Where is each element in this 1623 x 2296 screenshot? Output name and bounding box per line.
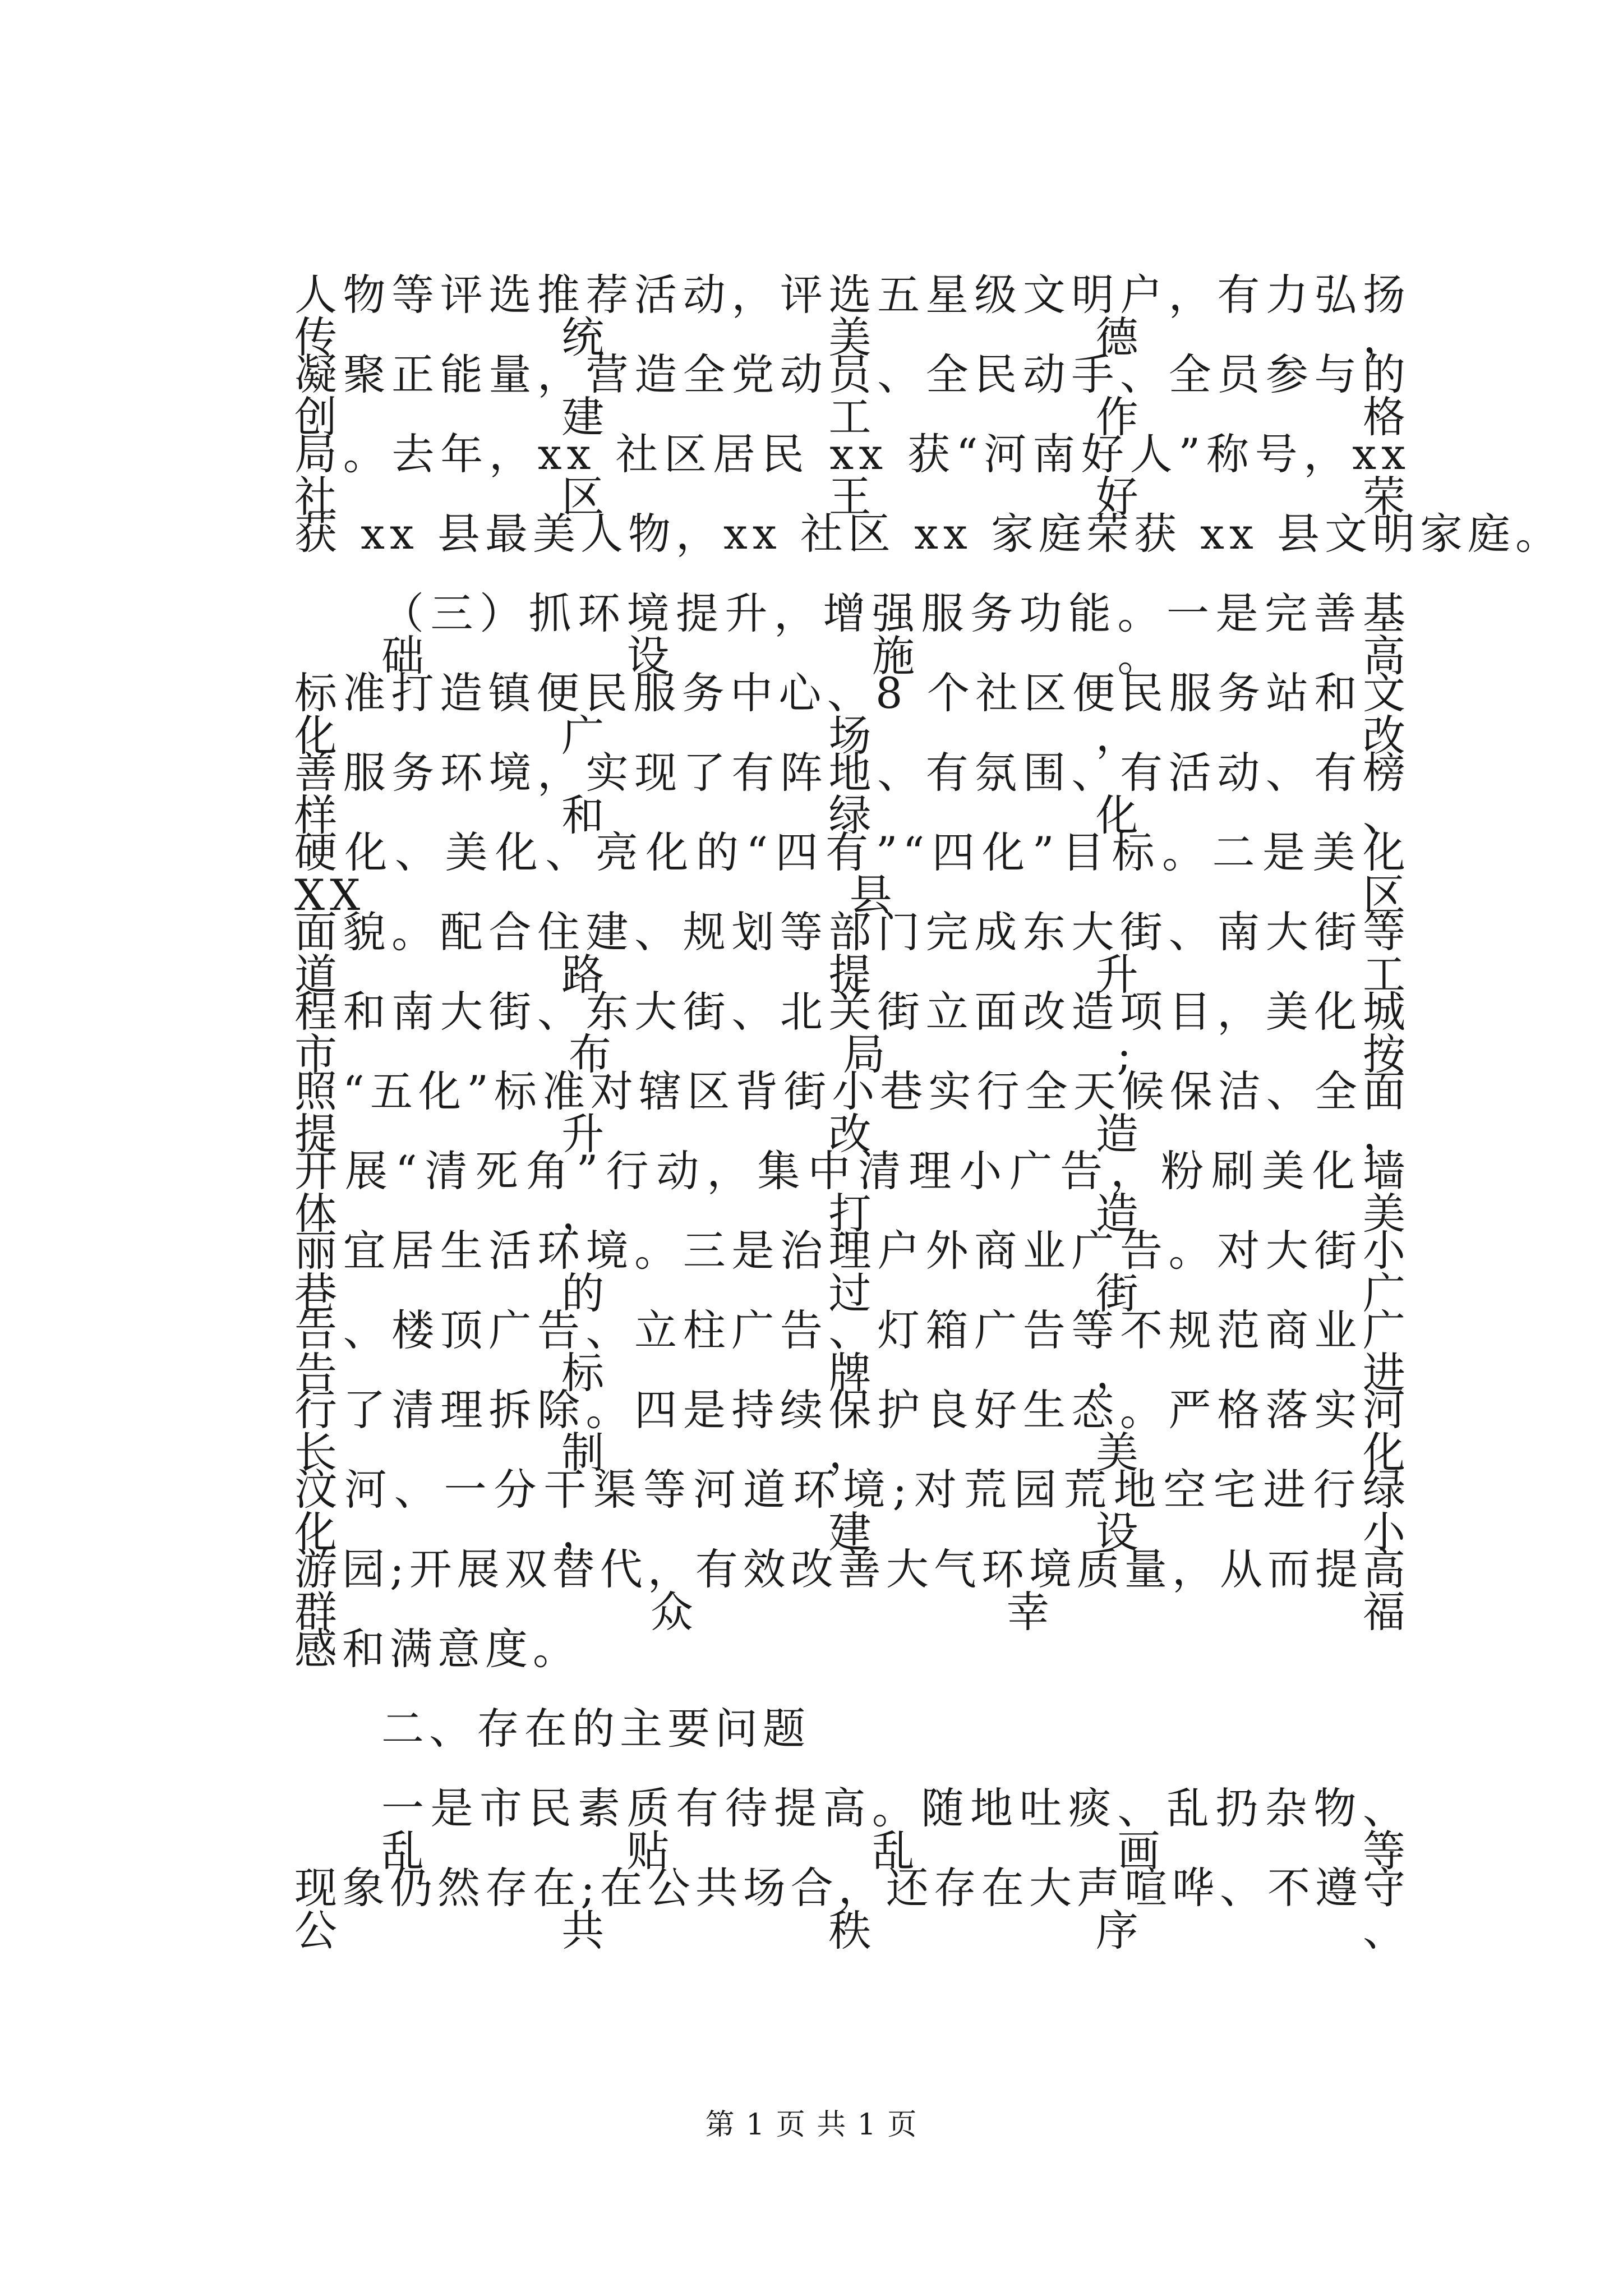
body-line-2: 凝聚正能量，营造全党动员、全民动手、全员参与的创建工作格 <box>294 349 1410 442</box>
page-footer: 第 1 页 共 1 页 <box>705 2108 918 2142</box>
body-line-7: 善服务环境，实现了有阵地、有氛围、有活动、有榜样和绿化、 <box>294 748 1410 840</box>
body-line-9: 面貌。配合住建、规划等部门完成东大街、南大街等道路提升工 <box>294 907 1410 1000</box>
body-line-20: 一是市民素质有待提高。随地吐痰、乱扔杂物、乱贴乱画等 <box>381 1783 1410 1876</box>
body-line-8: 硬化、美化、亮化的“四有”“四化”目标。二是美化 XX 县区 <box>294 827 1410 920</box>
body-line-15: 行了清理拆除。四是持续保护良好生态。严格落实河长制，美化 <box>294 1385 1410 1478</box>
body-line-16: 汶河、一分干渠等河道环境;对荒园荒地空宅进行绿化，建设小 <box>294 1465 1410 1557</box>
section-heading-2: 二、存在的主要问题 <box>381 1704 810 1754</box>
section-heading-3: （三）抓环境提升，增强服务功能。一是完善基础设施。高 <box>381 588 1410 681</box>
body-line-21: 现象仍然存在;在公共场合，还存在大声喧哗、不遵守公共秩序、 <box>294 1863 1410 1955</box>
body-line-13: 丽宜居生活环境。三是治理户外商业广告。对大街小巷的过街广 <box>294 1226 1410 1318</box>
body-line-17: 游园;开展双替代，有效改善大气环境质量，从而提高群众幸福 <box>294 1544 1410 1637</box>
body-line-11: 照“五化”标准对辖区背街小巷实行全天候保洁、全面提升改造， <box>294 1066 1410 1159</box>
body-line-3: 局。去年，xx 社区居民 xx 获“河南好人”称号，xx 社区王好荣 <box>294 429 1410 522</box>
body-line-6: 标准打造镇便民服务中心、8 个社区便民服务站和文化广场，改 <box>294 668 1410 761</box>
body-line-1: 人物等评选推荐活动，评选五星级文明户，有力弘扬传统美德， <box>294 270 1410 362</box>
body-line-18: 感和满意度。 <box>294 1624 580 1674</box>
body-line-10: 程和南大街、东大街、北关街立面改造项目，美化城市布局;按 <box>294 987 1410 1079</box>
body-line-12: 开展“清死角”行动，集中清理小广告，粉刷美化墙体，打造美 <box>294 1146 1410 1239</box>
body-line-14: 告、楼顶广告、立柱广告、灯箱广告等不规范商业广告标牌，进 <box>294 1305 1410 1398</box>
body-line-4: 获 xx 县最美人物，xx 社区 xx 家庭荣获 xx 县文明家庭。 <box>294 509 1563 559</box>
